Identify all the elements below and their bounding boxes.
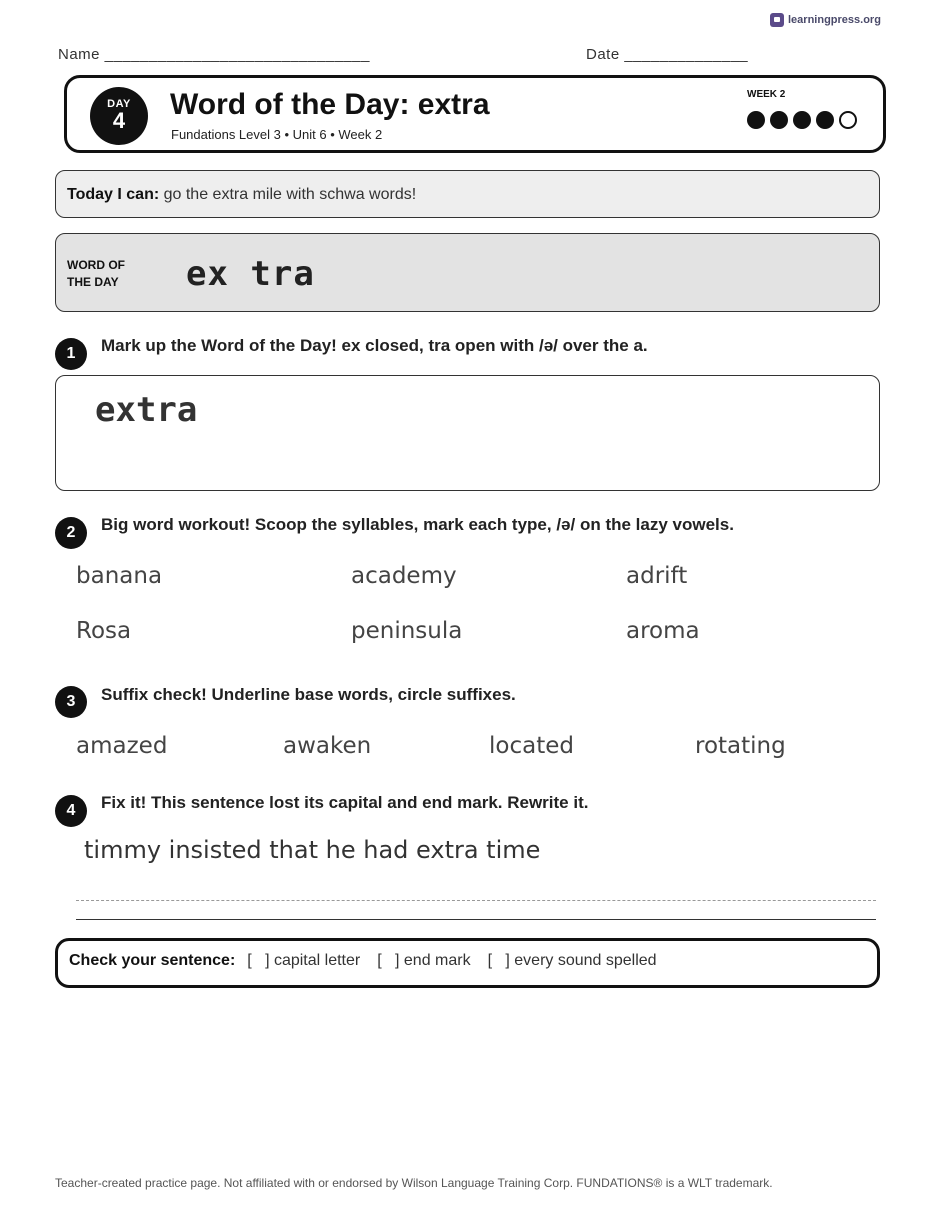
question-number-4: 4 (55, 795, 87, 827)
today-text: go the extra mile with schwa words! (159, 186, 417, 203)
checklist-label: Check your sentence: (69, 952, 236, 969)
date-field[interactable]: Date ______________ (586, 46, 749, 63)
word-of-day-box (55, 233, 880, 312)
word-item: adrift (626, 563, 688, 589)
suffix-word: amazed (76, 733, 168, 759)
word-item: banana (76, 563, 163, 589)
writing-guide-line[interactable] (76, 900, 876, 901)
suffix-word: rotating (695, 733, 786, 759)
writing-base-line[interactable] (76, 919, 876, 920)
checklist-item-sounds[interactable]: [ ] every sound spelled (487, 952, 657, 969)
checklist-item-capital[interactable]: [ ] capital letter (247, 952, 361, 969)
word-item: Rosa (76, 618, 132, 644)
week-progress (747, 111, 857, 129)
question-number-1: 1 (55, 338, 87, 370)
brand-text: learningpress.org (788, 14, 881, 26)
progress-dot-empty (839, 111, 857, 129)
progress-dot-filled (793, 111, 811, 129)
day-badge (90, 87, 148, 145)
week-label: WEEK 2 (747, 89, 786, 100)
question-2-prompt: Big word workout! Scoop the syllables, mark each type, /ə/ on the lazy vowels. (101, 515, 734, 534)
day-label: DAY (107, 98, 131, 110)
markup-word: extra (95, 390, 198, 430)
brand[interactable] (770, 13, 881, 27)
word-item: academy (351, 563, 457, 589)
question-3-prompt: Suffix check! Underline base words, circle suffixes. (101, 685, 516, 704)
fix-sentence: timmy insisted that he had extra time (84, 836, 541, 864)
progress-dot-filled (816, 111, 834, 129)
footer-disclaimer: Teacher-created practice page. Not affiliated with or endorsed by Wilson Language Training Corp. FUNDATIONS® is a WLT trademark. (55, 1176, 773, 1190)
checklist-item-end-mark[interactable]: [ ] end mark (377, 952, 471, 969)
book-icon (770, 13, 784, 27)
name-field[interactable]: Name ______________________________ (58, 46, 370, 63)
today-label: Today I can: (67, 186, 160, 203)
question-1-prompt: Mark up the Word of the Day! ex closed, tra open with /ə/ over the a. (101, 336, 648, 355)
word-item: peninsula (351, 618, 463, 644)
question-number-2: 2 (55, 517, 87, 549)
day-number: 4 (112, 108, 126, 133)
suffix-word: awaken (283, 733, 372, 759)
word-of-day-word: ex tra (186, 254, 315, 294)
suffix-word: located (489, 733, 574, 759)
question-number-3: 3 (55, 686, 87, 718)
progress-dot-filled (770, 111, 788, 129)
page-title: Word of the Day: extra (170, 88, 490, 121)
question-4-prompt: Fix it! This sentence lost its capital and end mark. Rewrite it. (101, 793, 589, 812)
word-item: aroma (626, 618, 700, 644)
today-statement (67, 186, 416, 204)
sentence-checklist (69, 952, 657, 970)
page-subtitle: Fundations Level 3 • Unit 6 • Week 2 (171, 127, 383, 142)
word-of-day-label: WORD OF THE DAY (67, 258, 125, 289)
progress-dot-filled (747, 111, 765, 129)
